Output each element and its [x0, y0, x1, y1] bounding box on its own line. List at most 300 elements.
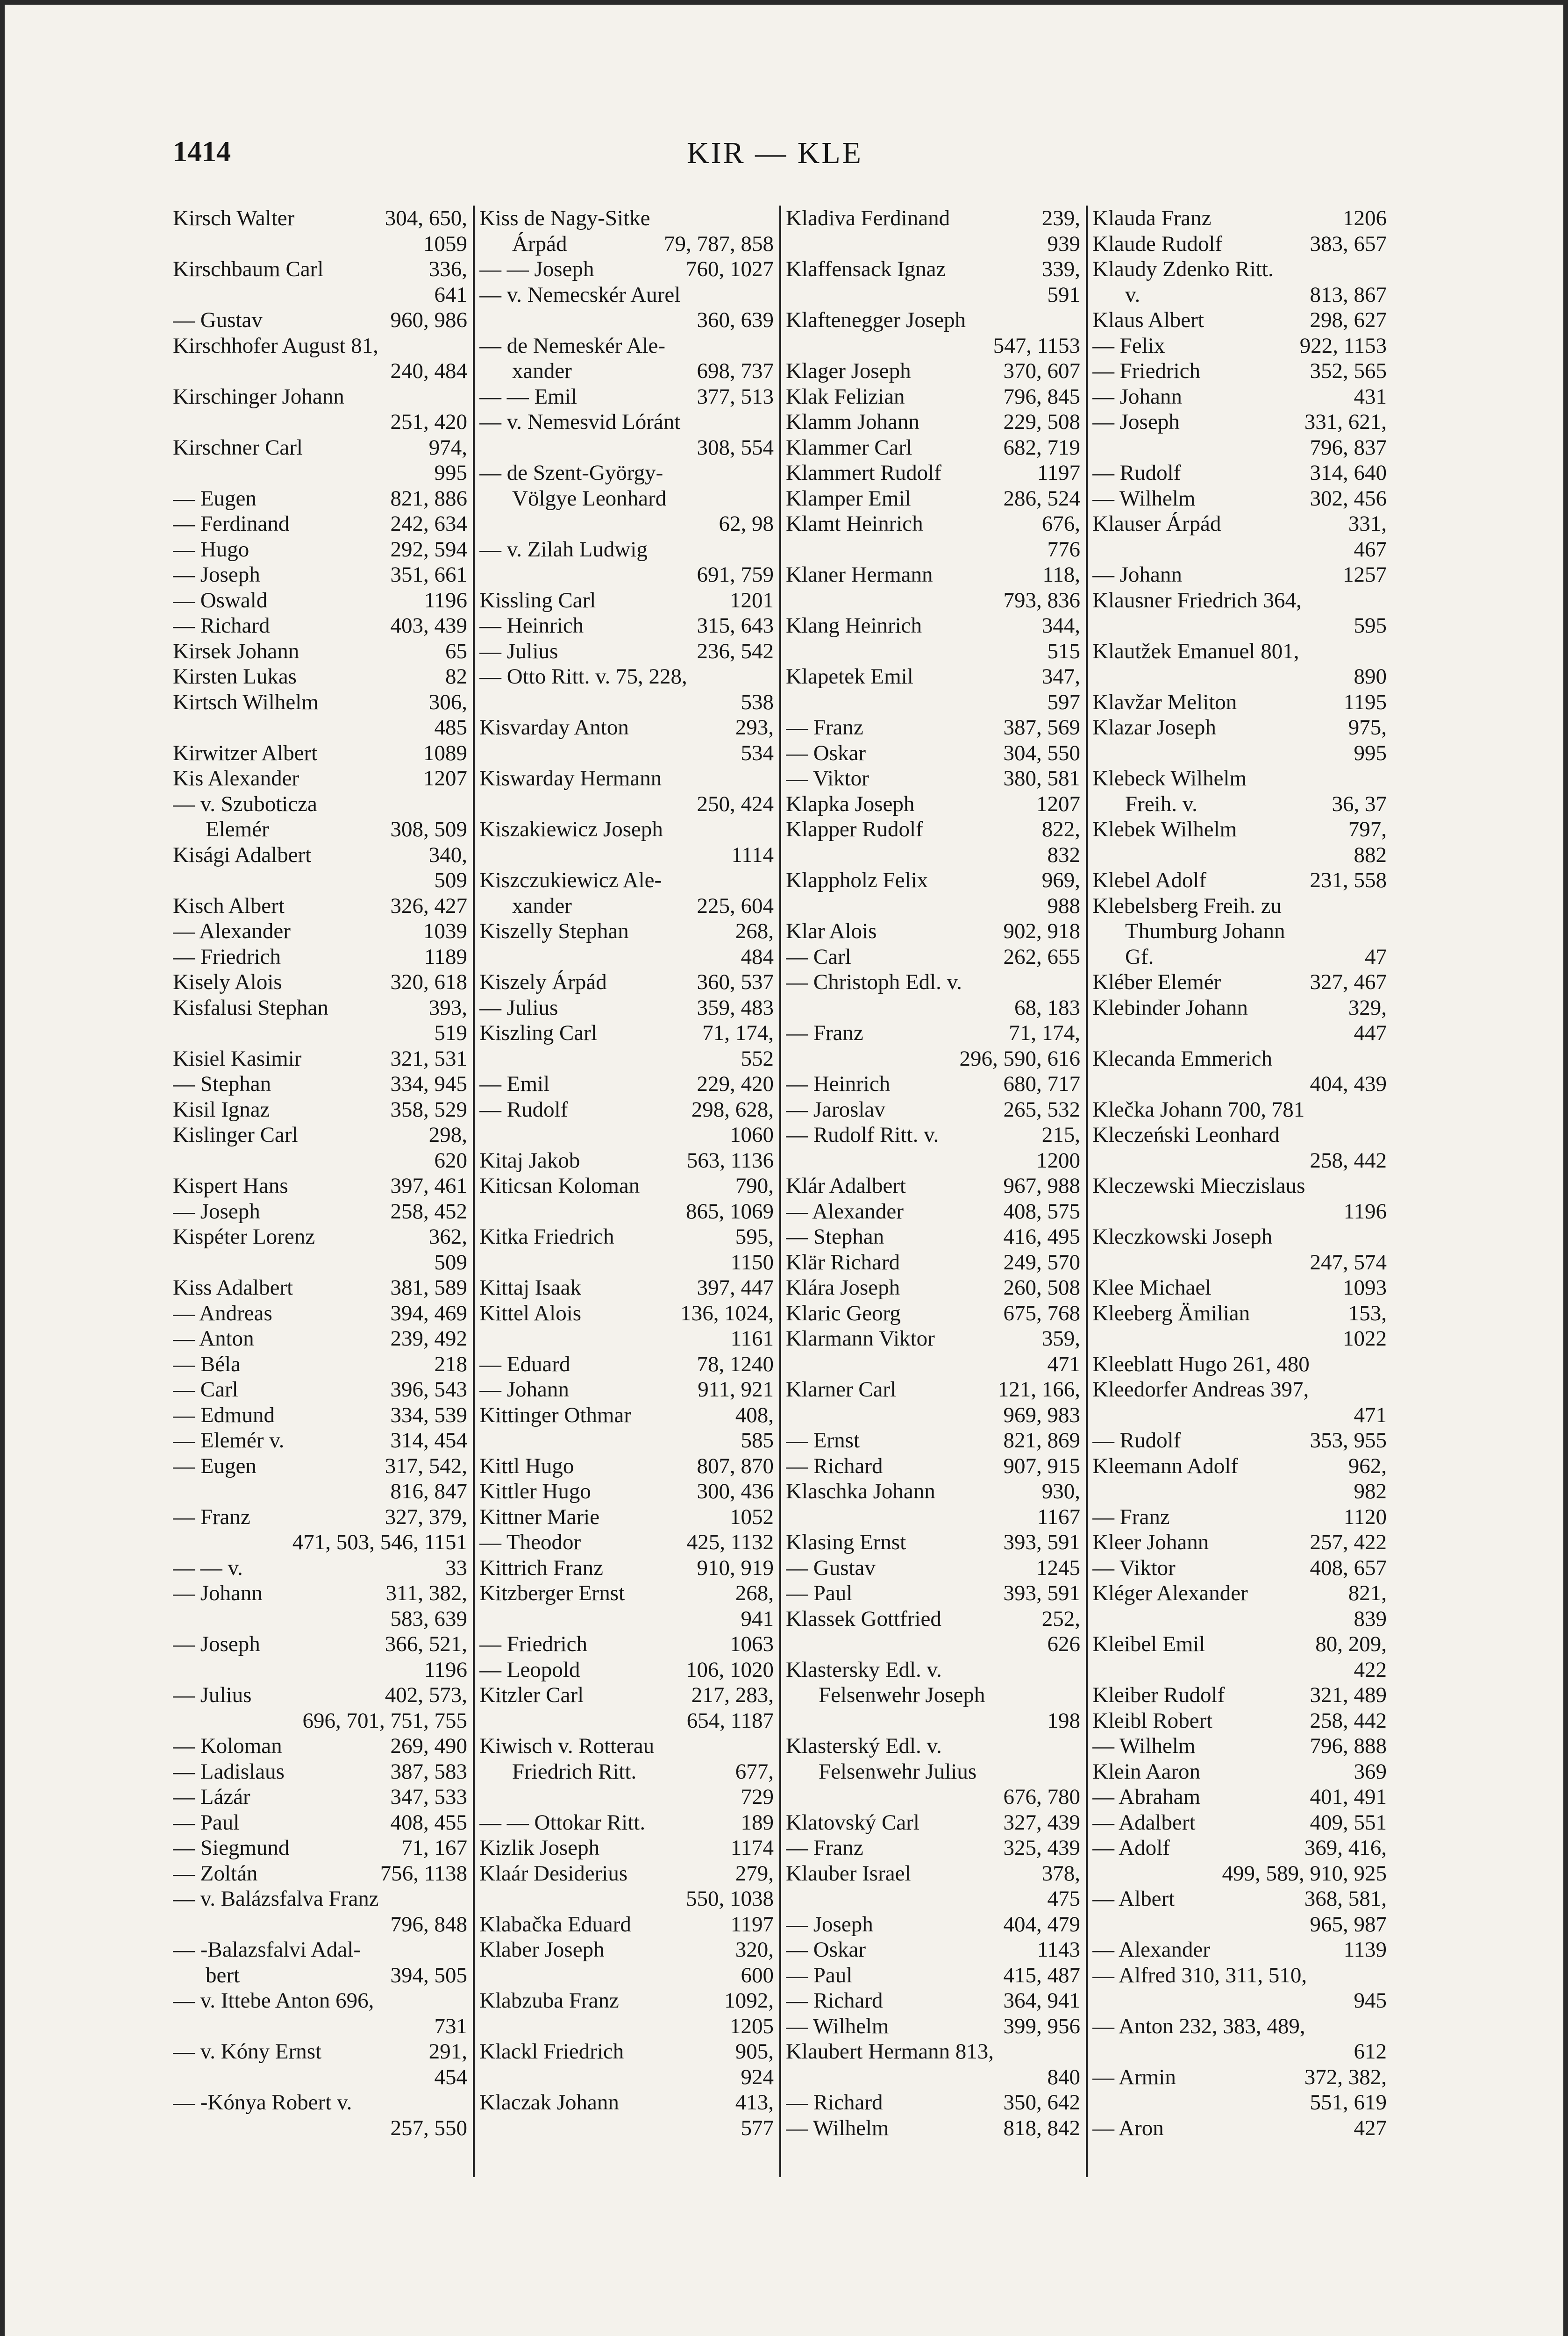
index-line: [173, 2090, 467, 2115]
index-line: [786, 639, 1080, 664]
index-line: [479, 1937, 774, 1963]
index-line: [479, 588, 774, 613]
entry-pages: 218: [434, 1352, 467, 1376]
entry-name: Kleibl Robert: [1092, 1708, 1213, 1733]
column-rule: [473, 206, 475, 2177]
entry-name: — Heinrich: [479, 613, 584, 638]
index-line: [786, 1912, 1080, 1937]
index-line: [173, 1631, 467, 1657]
entry-pages: 538: [741, 690, 774, 714]
entry-name: Kispéter Lorenz: [173, 1225, 315, 1249]
entry-pages: 314, 640: [1310, 461, 1387, 485]
entry-pages: 807, 870: [697, 1453, 774, 1478]
entry-pages: 907, 915: [1003, 1453, 1080, 1478]
entry-name: Klager Joseph: [786, 359, 911, 383]
entry-name: Kiszelly Stephan: [479, 919, 629, 943]
index-line: [786, 1326, 1080, 1352]
entry-name: Klauda Franz: [1092, 206, 1212, 230]
entry-pages: 1022: [1343, 1326, 1387, 1351]
entry-name: — — v.: [173, 1555, 243, 1580]
entry-pages: 408, 657: [1310, 1555, 1387, 1580]
entry-pages: 416, 495: [1003, 1225, 1080, 1249]
index-line: [173, 1555, 467, 1581]
entry-name: — Joseph: [173, 1199, 260, 1224]
entry-name: — Oskar: [786, 1937, 866, 1962]
index-line: [786, 282, 1080, 308]
entry-pages: 939: [1047, 231, 1080, 256]
entry-pages: 258, 442: [1310, 1148, 1387, 1173]
entry-name: Kiszakiewicz Joseph: [479, 817, 663, 841]
entry-name: Klautžek Emanuel 801,: [1092, 639, 1299, 663]
index-line: [479, 307, 774, 333]
index-line: [1092, 893, 1387, 919]
index-line: [1092, 613, 1387, 639]
index-line: [479, 1199, 774, 1225]
index-line: [786, 1861, 1080, 1887]
entry-pages: 347,: [1041, 664, 1080, 689]
index-line: [1092, 1631, 1387, 1657]
entry-pages: 327, 379,: [385, 1504, 467, 1529]
index-line: [173, 995, 467, 1021]
index-line: [786, 1275, 1080, 1301]
index-line: [1092, 1784, 1387, 1810]
entry-pages: 682, 719: [1003, 435, 1080, 460]
entry-name: Kizlik Joseph: [479, 1836, 600, 1860]
entry-pages: 304, 550: [1003, 741, 1080, 765]
index-line: [173, 715, 467, 741]
index-line: [786, 1250, 1080, 1275]
index-line: [1092, 358, 1387, 384]
index-line: [479, 1963, 774, 1988]
index-line: [479, 1682, 774, 1708]
entry-name: Klaczak Johann: [479, 2090, 619, 2115]
index-line: [173, 1937, 467, 1963]
entry-pages: 409, 551: [1310, 1810, 1387, 1835]
entry-name: Kittner Marie: [479, 1504, 600, 1529]
entry-name: — Eugen: [173, 486, 257, 511]
index-line: [173, 639, 467, 664]
entry-pages: 298, 627: [1310, 308, 1387, 332]
entry-pages: 597: [1047, 690, 1080, 714]
entry-pages: 677,: [735, 1759, 774, 1784]
index-line: [479, 842, 774, 868]
entry-name: — Wilhelm: [1092, 486, 1196, 511]
entry-name: Klapper Rudolf: [786, 817, 923, 841]
entry-name: Kitzberger Ernst: [479, 1581, 625, 1605]
index-line: [173, 1479, 467, 1504]
entry-name: — Johann: [1092, 384, 1182, 409]
entry-pages: 340,: [428, 842, 467, 867]
index-line: [1092, 486, 1387, 512]
index-line: [786, 231, 1080, 257]
index-line: [1092, 537, 1387, 563]
entry-name: — Stephan: [173, 1072, 271, 1096]
index-line: [786, 1784, 1080, 1810]
index-line: [173, 766, 467, 791]
entry-pages: 258, 452: [390, 1199, 467, 1224]
entry-pages: 1114: [731, 842, 774, 867]
index-line: [173, 1861, 467, 1887]
entry-name: Klecanda Emmerich: [1092, 1046, 1272, 1071]
index-line: [479, 1988, 774, 2014]
index-line: [479, 1606, 774, 1632]
index-line: [479, 944, 774, 970]
entry-pages: 676,: [1041, 512, 1080, 536]
entry-pages: 813, 867: [1310, 282, 1387, 307]
index-line: [173, 1606, 467, 1632]
entry-pages: 296, 590, 616: [959, 1046, 1080, 1071]
entry-name: Elemér: [206, 817, 269, 841]
entry-name: — — Joseph: [479, 257, 594, 281]
index-column-3: [786, 206, 1080, 2224]
entry-name: — Eugen: [173, 1453, 257, 1478]
entry-name: — Adalbert: [1092, 1810, 1196, 1835]
index-line: [479, 2039, 774, 2065]
index-line: [479, 766, 774, 791]
entry-pages: 314, 454: [390, 1428, 467, 1453]
entry-name: Klassek Gottfried: [786, 1606, 941, 1631]
entry-name: Felsenwehr Julius: [819, 1759, 977, 1784]
entry-pages: 369, 416,: [1304, 1836, 1387, 1860]
entry-pages: 1207: [423, 766, 467, 791]
entry-pages: 47: [1365, 944, 1387, 969]
entry-name: — Joseph: [786, 1912, 873, 1937]
entry-name: Klaber Joseph: [479, 1937, 605, 1962]
entry-name: Klammer Carl: [786, 435, 912, 460]
entry-pages: 236, 542: [697, 639, 774, 663]
entry-pages: 257, 422: [1310, 1530, 1387, 1554]
entry-name: — Wilhelm: [786, 2115, 889, 2140]
index-line: [479, 562, 774, 588]
entry-name: Kiswarday Hermann: [479, 766, 662, 791]
index-line: [173, 1020, 467, 1046]
index-line: [786, 256, 1080, 282]
entry-name: Kisil Ignaz: [173, 1097, 270, 1122]
entry-name: — Alexander: [786, 1199, 904, 1224]
entry-name: — Julius: [173, 1683, 252, 1707]
entry-pages: 413,: [735, 2090, 774, 2115]
entry-pages: 550, 1038: [686, 1887, 774, 1911]
index-line: [1092, 256, 1387, 282]
entry-name: Friedrich Ritt.: [512, 1759, 637, 1784]
index-line: [1092, 1148, 1387, 1174]
entry-name: — Franz: [786, 1021, 863, 1045]
entry-name: Klaubert Hermann 813,: [786, 2039, 994, 2064]
entry-pages: 1093: [1343, 1275, 1387, 1300]
entry-name: Klabačka Eduard: [479, 1912, 631, 1937]
entry-pages: 408,: [735, 1403, 774, 1427]
index-line: [1092, 1581, 1387, 1606]
entry-name: Kleemann Adolf: [1092, 1453, 1238, 1478]
entry-pages: 840: [1047, 2065, 1080, 2089]
entry-pages: 967, 988: [1003, 1174, 1080, 1198]
entry-name: — Richard: [173, 613, 270, 638]
entry-pages: 82: [445, 664, 467, 689]
index-line: [1092, 1810, 1387, 1836]
entry-pages: 71, 167: [401, 1836, 467, 1860]
index-line: [1092, 307, 1387, 333]
index-line: [786, 944, 1080, 970]
index-line: [1092, 1352, 1387, 1377]
index-line: [173, 1759, 467, 1785]
index-line: [786, 868, 1080, 893]
index-line: [1092, 1326, 1387, 1352]
index-line: [1092, 2039, 1387, 2065]
entry-pages: 249, 570: [1003, 1250, 1080, 1275]
entry-pages: 106, 1020: [686, 1657, 774, 1682]
entry-name: Kisch Albert: [173, 893, 285, 918]
index-line: [1092, 868, 1387, 893]
index-line: [479, 1046, 774, 1072]
index-line: [786, 1199, 1080, 1225]
index-line: [786, 1963, 1080, 1988]
entry-pages: 321, 489: [1310, 1683, 1387, 1707]
index-line: [479, 2090, 774, 2115]
index-line: [173, 969, 467, 995]
index-line: [1092, 1097, 1387, 1123]
entry-pages: 215,: [1041, 1123, 1080, 1147]
entry-name: Kisfalusi Stephan: [173, 995, 328, 1020]
entry-name: Klackl Friedrich: [479, 2039, 624, 2064]
index-line: [173, 486, 467, 512]
entry-name: Klazar Joseph: [1092, 715, 1216, 740]
entry-name: — Friedrich: [479, 1632, 588, 1656]
entry-pages: 279,: [735, 1861, 774, 1886]
entry-name: — Carl: [173, 1377, 238, 1402]
index-line: [1092, 1403, 1387, 1428]
entry-name: Kirsch Walter: [173, 206, 295, 230]
entry-name: — Heinrich: [786, 1072, 891, 1096]
entry-pages: 317, 542,: [385, 1453, 467, 1478]
index-line: [1092, 1046, 1387, 1072]
entry-pages: 1196: [1343, 1199, 1387, 1224]
entry-pages: 315, 643: [697, 613, 774, 638]
entry-name: — Albert: [1092, 1887, 1175, 1911]
entry-pages: 262, 655: [1003, 944, 1080, 969]
index-line: [786, 969, 1080, 995]
index-line: [173, 817, 467, 842]
entry-pages: 796, 837: [1310, 435, 1387, 460]
entry-name: — Leopold: [479, 1657, 580, 1682]
entry-pages: 1245: [1036, 1555, 1080, 1580]
entry-name: Klára Joseph: [786, 1275, 900, 1300]
index-line: [173, 1581, 467, 1606]
entry-name: Klein Aaron: [1092, 1759, 1201, 1784]
index-line: [786, 2090, 1080, 2115]
index-line: [479, 231, 774, 257]
entry-name: xander: [512, 893, 572, 918]
entry-pages: 229, 420: [697, 1072, 774, 1096]
index-line: [173, 741, 467, 766]
entry-pages: 239, 492: [390, 1326, 467, 1351]
entry-name: — — Ottokar Ritt.: [479, 1810, 646, 1835]
entry-pages: 563, 1136: [686, 1148, 774, 1173]
entry-pages: 1196: [424, 1657, 467, 1682]
entry-name: — Adolf: [1092, 1836, 1170, 1860]
index-line: [173, 1835, 467, 1861]
index-line: [173, 1453, 467, 1479]
index-line: [786, 435, 1080, 461]
entry-name: Klappholz Felix: [786, 868, 928, 892]
index-line: [786, 893, 1080, 919]
index-line: [786, 1097, 1080, 1123]
entry-pages: 372, 382,: [1304, 2065, 1387, 2089]
entry-name: Klapka Joseph: [786, 791, 915, 816]
entry-pages: 519: [434, 1021, 467, 1045]
index-line: [786, 2039, 1080, 2065]
index-line: [173, 1657, 467, 1683]
entry-pages: 865, 1069: [686, 1199, 774, 1224]
entry-name: Kis Alexander: [173, 766, 299, 791]
index-line: [1092, 741, 1387, 766]
entry-pages: 33: [445, 1555, 467, 1580]
entry-pages: 252,: [1041, 1606, 1080, 1631]
index-line: [1092, 1275, 1387, 1301]
index-line: [173, 690, 467, 715]
entry-pages: 229, 508: [1003, 410, 1080, 434]
entry-name: Kirschinger Johann: [173, 384, 344, 409]
entry-name: Kisiel Kasimir: [173, 1046, 302, 1071]
entry-pages: 71, 174,: [702, 1021, 774, 1045]
entry-name: Kleeblatt Hugo 261, 480: [1092, 1352, 1310, 1376]
index-line: [479, 1301, 774, 1326]
index-line: [1092, 969, 1387, 995]
index-line: [479, 1352, 774, 1377]
entry-pages: 265, 532: [1003, 1097, 1080, 1122]
index-line: [1092, 690, 1387, 715]
entry-pages: 960, 986: [390, 308, 467, 332]
index-line: [786, 1759, 1080, 1785]
entry-pages: 911, 921: [698, 1377, 774, 1402]
index-line: [1092, 1504, 1387, 1530]
entry-pages: 257, 550: [390, 2115, 467, 2140]
index-line: [1092, 1963, 1387, 1988]
entry-name: — Ernst: [786, 1428, 860, 1453]
entry-name: — Alexander: [1092, 1937, 1210, 1962]
index-line: [1092, 460, 1387, 486]
entry-pages: 358, 529: [390, 1097, 467, 1122]
entry-pages: 136, 1024,: [680, 1301, 774, 1325]
entry-pages: 404, 479: [1003, 1912, 1080, 1937]
entry-pages: 404, 439: [1310, 1072, 1387, 1096]
entry-pages: 269, 490: [390, 1734, 467, 1758]
entry-pages: 756, 1138: [380, 1861, 467, 1886]
entry-pages: 600: [741, 1963, 774, 1987]
entry-pages: 821, 869: [1003, 1428, 1080, 1453]
entry-name: Kittrich Franz: [479, 1555, 603, 1580]
entry-pages: 1206: [1343, 206, 1387, 230]
entry-name: — Alfred 310, 311, 510,: [1092, 1963, 1307, 1987]
index-line: [786, 1479, 1080, 1504]
index-line: [479, 1224, 774, 1250]
entry-name: Thumburg Johann: [1125, 919, 1285, 943]
entry-name: — -Kónya Robert v.: [173, 2090, 352, 2115]
index-line: [173, 1428, 467, 1453]
entry-name: Freih. v.: [1125, 791, 1197, 816]
entry-pages: 326, 427: [390, 893, 467, 918]
entry-pages: 336,: [428, 257, 467, 281]
entry-pages: 905,: [735, 2039, 774, 2064]
entry-pages: 551, 619: [1310, 2090, 1387, 2115]
index-line: [173, 868, 467, 893]
index-line: [786, 1173, 1080, 1199]
entry-pages: 121, 166,: [998, 1377, 1080, 1402]
entry-pages: 945: [1354, 1988, 1387, 2013]
entry-name: Klammert Rudolf: [786, 461, 941, 485]
entry-pages: 454: [434, 2065, 467, 2089]
entry-name: Klaftenegger Joseph: [786, 308, 966, 332]
entry-name: — Emil: [479, 1072, 550, 1096]
entry-name: Kleczkowski Joseph: [1092, 1225, 1273, 1249]
index-line: [1092, 1912, 1387, 1937]
index-line: [786, 358, 1080, 384]
entry-name: Klak Felizian: [786, 384, 905, 409]
entry-pages: 547, 1153: [993, 333, 1080, 358]
index-line: [786, 766, 1080, 791]
index-line: [1092, 1453, 1387, 1479]
index-line: [479, 256, 774, 282]
entry-name: — Friedrich: [173, 944, 281, 969]
entry-pages: 198: [1047, 1708, 1080, 1733]
entry-name: — Andreas: [173, 1301, 272, 1325]
entry-name: Kleer Johann: [1092, 1530, 1209, 1554]
entry-pages: 821,: [1348, 1581, 1387, 1605]
entry-name: Kleiber Rudolf: [1092, 1683, 1225, 1707]
index-line: [479, 919, 774, 944]
entry-name: Klasing Ernst: [786, 1530, 906, 1554]
entry-pages: 1063: [730, 1632, 774, 1656]
index-line: [173, 1988, 467, 2014]
entry-pages: 302, 456: [1310, 486, 1387, 511]
index-line: [479, 1631, 774, 1657]
entry-pages: 471: [1047, 1352, 1080, 1376]
entry-pages: 408, 575: [1003, 1199, 1080, 1224]
index-line: [786, 1631, 1080, 1657]
column-rule: [1086, 206, 1088, 2177]
entry-name: — Julius: [479, 639, 558, 663]
entry-name: — Lázár: [173, 1785, 250, 1809]
entry-name: Kirwitzer Albert: [173, 741, 318, 765]
entry-name: Kirschner Carl: [173, 435, 303, 460]
entry-pages: 1089: [423, 741, 467, 765]
index-line: [786, 613, 1080, 639]
index-line: [173, 1810, 467, 1836]
index-line: [479, 1097, 774, 1123]
index-line: [786, 1046, 1080, 1072]
entry-pages: 890: [1354, 664, 1387, 689]
entry-pages: 260, 508: [1003, 1275, 1080, 1300]
entry-name: — Edmund: [173, 1403, 275, 1427]
index-line: [479, 1122, 774, 1148]
index-line: [479, 1504, 774, 1530]
entry-pages: 331, 621,: [1304, 410, 1387, 434]
entry-name: bert: [206, 1963, 240, 1987]
entry-pages: 577: [741, 2115, 774, 2140]
index-line: [786, 1581, 1080, 1606]
index-line: [173, 2115, 467, 2141]
entry-pages: 995: [1354, 741, 1387, 765]
entry-pages: 676, 780: [1003, 1785, 1080, 1809]
entry-name: — v. Kóny Ernst: [173, 2039, 322, 2064]
index-line: [173, 231, 467, 257]
entry-pages: 1197: [730, 1912, 774, 1937]
index-line: [173, 1784, 467, 1810]
entry-pages: 427: [1354, 2115, 1387, 2140]
entry-name: Klastersky Edl. v.: [786, 1657, 942, 1682]
entry-pages: 882: [1354, 842, 1387, 867]
entry-name: Kirsek Johann: [173, 639, 299, 663]
index-line: [1092, 282, 1387, 308]
